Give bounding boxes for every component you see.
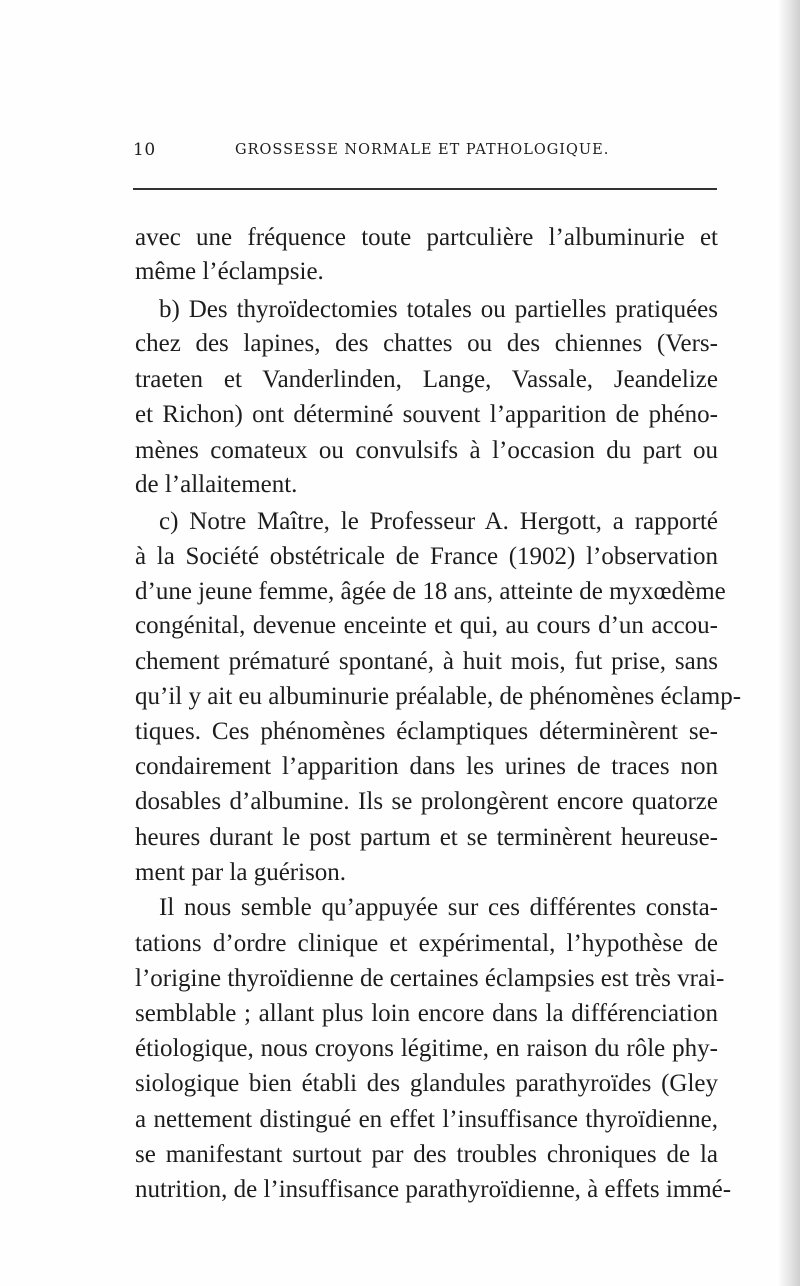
header-rule	[133, 188, 717, 190]
text-line: chement prématuré spontané, à huit mois, fut prise, sans	[135, 648, 718, 675]
text-line: étiologique, nous croyons légitime, en raison du rôle phy-	[135, 1035, 718, 1062]
text-line: tiques. Ces phénomènes éclamptiques déterminèrent se-	[135, 718, 718, 745]
text-line: b) Des thyroïdectomies totales ou partielles pratiquées	[159, 296, 718, 323]
running-title: GROSSESSE NORMALE ET PATHOLOGIQUE.	[235, 142, 610, 158]
page-number: 10	[133, 140, 156, 160]
page-edge-shadow	[778, 0, 800, 1286]
running-head	[133, 140, 723, 164]
text-line: et Richon) ont déterminé souvent l’apparition de phéno-	[135, 401, 718, 428]
text-line: condairement l’apparition dans les urines de traces non	[135, 753, 718, 780]
text-line: traeten et Vanderlinden, Lange, Vassale, Jeandelize	[135, 366, 718, 393]
text-line: avec une fréquence toute partculière l’albuminurie et	[135, 224, 718, 251]
text-line: chez des lapines, des chattes ou des chiennes (Vers-	[135, 330, 718, 357]
text-line: congénital, devenue enceinte et qui, au cours d’un accou-	[135, 612, 718, 639]
text-line: se manifestant surtout par des troubles chroniques de la	[135, 1141, 718, 1168]
text-line: nutrition, de l’insuffisance parathyroïdienne, à effets immé-	[135, 1176, 732, 1203]
text-line: ment par la guérison.	[135, 859, 347, 886]
text-line: de l’allaitement.	[135, 471, 298, 498]
text-line: qu’il y ait eu albuminurie préalable, de phénomènes éclamp-	[135, 683, 742, 710]
text-line: d’une jeune femme, âgée de 18 ans, atteinte de myxœdème	[135, 578, 726, 605]
text-line: a nettement distingué en effet l’insuffisance thyroïdienne,	[135, 1106, 718, 1133]
text-line: à la Société obstétricale de France (1902) l’observation	[135, 543, 718, 570]
text-line: semblable ; allant plus loin encore dans la différenciation	[135, 1000, 718, 1027]
text-line: l’origine thyroïdienne de certaines éclampsies est très vrai-	[135, 965, 725, 992]
text-line: tations d’ordre clinique et expérimental, l’hypothèse de	[135, 930, 718, 957]
text-line: Il nous semble qu’appuyée sur ces différentes consta-	[159, 894, 718, 921]
text-line: dosables d’albumine. Ils se prolongèrent encore quatorze	[135, 788, 718, 815]
text-line: siologique bien établi des glandules parathyroïdes (Gley	[135, 1070, 718, 1097]
text-line: même l’éclampsie.	[135, 258, 324, 285]
text-line: c) Notre Maître, le Professeur A. Hergott, a rapporté	[159, 508, 718, 535]
text-line: mènes comateux ou convulsifs à l’occasion du part ou	[135, 437, 718, 464]
text-line: heures durant le post partum et se terminèrent heureuse-	[135, 824, 718, 851]
